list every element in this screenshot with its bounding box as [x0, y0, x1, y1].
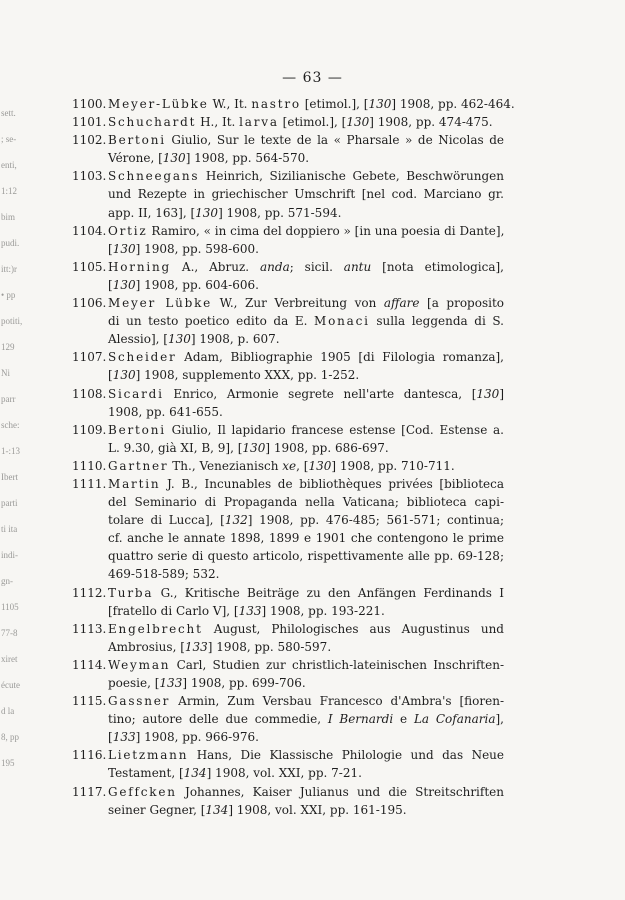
author-name: Weyman: [108, 657, 171, 672]
entry-text: ] 1908, p. 607.: [190, 332, 280, 347]
italic-text: antu: [343, 259, 372, 274]
entry-text: Enrico, Armonie segrete nell'arte dantesca, [: [163, 386, 477, 401]
bibliography-entry: [72, 692, 504, 746]
author-name: Turba: [108, 585, 154, 600]
italic-text: 130: [112, 241, 136, 256]
author-name: Martin: [108, 476, 161, 491]
entry-number: 1107.: [72, 350, 107, 365]
bibliography-entry: [72, 131, 504, 167]
margin-fragment: sche:: [1, 420, 20, 430]
entry-text: Ambrosius, [: [108, 639, 185, 654]
entry-text: ] 1908, pp. 699-706.: [182, 676, 306, 690]
author-name: Gartner: [108, 458, 169, 473]
entry-line: [108, 185, 504, 203]
entry-text: W., Zur Verbreitung von: [212, 296, 384, 311]
entry-line: [108, 584, 504, 602]
entry-number: 1111.: [72, 476, 107, 491]
entry-text: Carl, Studien zur christlich-lateinischen Inschriften-: [170, 657, 504, 672]
italic-text: 130: [167, 332, 191, 347]
entry-text: app. II, 163], [: [108, 205, 196, 220]
margin-fragment: 8, pp: [1, 732, 19, 742]
entry-text: Alessio], [: [108, 332, 168, 347]
entry-text: [: [108, 730, 113, 745]
entry-text: 1908, pp. 641-655.: [108, 404, 223, 419]
entry-line: [108, 511, 504, 529]
entry-line: [108, 95, 515, 113]
entry-line: [108, 167, 504, 185]
entry-text: Ramiro, « in cima del doppiero » [in una poesia di Dante],: [147, 223, 505, 238]
bibliography-entry: [72, 348, 504, 384]
margin-fragment: 129: [1, 342, 15, 352]
author-name: Scheider: [108, 350, 177, 365]
entry-text: ] 1908, pp. 462-464.: [391, 97, 515, 111]
entry-number: 1105.: [72, 259, 107, 274]
entry-number: 1109.: [72, 422, 107, 437]
bibliography-entry: [72, 167, 504, 221]
entry-text: Vérone, [: [108, 151, 163, 166]
entry-text: W., It.: [208, 97, 252, 111]
italic-text: 133: [159, 676, 183, 690]
italic-text: 130: [308, 458, 332, 473]
italic-text: La Cofanaria: [413, 712, 496, 727]
author-name: Meyer Lübke: [108, 296, 213, 311]
entry-number: 1106.: [72, 296, 107, 311]
italic-text: 130: [346, 115, 370, 130]
bibliography-entry: [72, 294, 504, 348]
entry-text: [: [108, 368, 113, 383]
entry-text: [: [108, 241, 113, 256]
author-name: Lietzmann: [108, 748, 189, 763]
entry-line: [108, 385, 504, 403]
margin-fragment: ti ita: [1, 524, 18, 534]
entry-text: ] 1908, pp. 571-594.: [218, 205, 342, 220]
italic-text: xe: [282, 458, 297, 473]
entry-text: ]: [499, 386, 504, 401]
entry-line: [108, 421, 504, 439]
italic-text: 133: [238, 603, 262, 618]
entry-text: Giulio, Il lapidario francese estense [Cod. Estense a.: [165, 422, 504, 437]
entry-line: [108, 204, 504, 222]
author-name: Ortiz: [108, 223, 148, 238]
entry-line: [108, 222, 504, 240]
italic-text: anda: [260, 259, 290, 274]
entry-line: [108, 258, 504, 276]
entry-line: [108, 475, 504, 493]
entry-text: Heinrich, Sizilianische Gebete, Beschwörungen: [199, 169, 504, 184]
entry-line: [108, 783, 504, 801]
entry-text: Th., Venezianisch: [168, 458, 283, 473]
entry-text: , [: [296, 458, 309, 473]
entry-number: 1115.: [72, 694, 107, 709]
margin-fragment: Ni: [1, 368, 10, 378]
margin-fragment: 1-:13: [1, 446, 20, 456]
italic-text: I Bernardi: [327, 712, 394, 727]
entry-text: Johannes, Kaiser Julianus und die Streitschriften: [176, 784, 504, 799]
entry-number: 1114.: [72, 657, 107, 672]
entry-text: Hans, Die Klassische Philologie und das Neue: [188, 748, 504, 763]
entry-line: [108, 746, 504, 764]
italic-text: 134: [183, 766, 207, 781]
margin-fragment: xiret: [1, 654, 18, 664]
entry-text: [etimol.], [: [300, 97, 369, 111]
entry-line: [108, 366, 504, 384]
entry-line: [108, 312, 504, 330]
entry-number: 1104.: [72, 223, 107, 238]
bibliography-entry: [72, 385, 504, 421]
margin-fragment: bim: [1, 212, 16, 222]
entry-text: e: [393, 712, 414, 727]
italic-text: 130: [368, 97, 392, 111]
italic-text: 133: [184, 639, 208, 654]
entry-text: Armin, Zum Versbau Francesco d'Ambra's [fioren-: [170, 694, 504, 709]
entry-line: [108, 728, 504, 746]
bibliography-entry: [72, 113, 504, 131]
author-name: Sicardi: [108, 386, 164, 401]
entry-text: Giulio, Sur le texte de la « Pharsale » de Nicolas de: [165, 133, 504, 148]
entry-text: und Rezepte in griechischer Umschrift [nel cod. Marciano gr.: [108, 187, 504, 202]
entry-text: cf. anche le annate 1898, 1899 e 1901 che contengono le prime: [108, 531, 504, 546]
entry-text: Adam, Bibliographie 1905 [di Filologia romanza],: [176, 350, 504, 365]
entry-number: 1100.: [72, 97, 107, 111]
entry-text: ] 1908, vol. XXI, pp. 7-21.: [206, 766, 362, 781]
entry-number: 1116.: [72, 748, 107, 763]
margin-fragment: parti: [1, 498, 18, 508]
entry-line: [108, 638, 504, 656]
author-name: Schneegans: [108, 169, 200, 184]
entry-text: ] 1908, pp. 476-485; 561-571; continua;: [247, 513, 504, 528]
entry-line: [108, 149, 504, 167]
entry-line: [108, 674, 504, 692]
entry-text: [nota etimologica],: [371, 259, 504, 274]
entry-line: [108, 439, 504, 457]
margin-fragment: ; se-: [1, 134, 17, 144]
margin-fragment: 195: [1, 758, 15, 768]
italic-text: 133: [112, 730, 136, 745]
author-name: larva: [239, 115, 279, 130]
entry-text: [fratello di Carlo V], [: [108, 603, 239, 618]
entry-line: [108, 348, 504, 366]
entry-text: ] 1908, pp. 966-976.: [135, 730, 259, 745]
margin-fragment: indi-: [1, 550, 18, 560]
entry-text: di un testo poetico edito da E.: [108, 314, 315, 329]
entry-line: [108, 403, 504, 421]
entry-text: L. 9.30, già XI, B, 9], [: [108, 440, 243, 455]
author-name: Gassner: [108, 694, 171, 709]
margin-fragment: 1:12: [1, 186, 18, 196]
entry-text: ],: [495, 712, 504, 727]
bibliography-entry: [72, 620, 504, 656]
entry-text: [etimol.], [: [278, 115, 347, 130]
margin-fragment: • pp: [1, 290, 16, 300]
margin-fragment: d la: [1, 706, 15, 716]
margin-fragment: parr: [1, 394, 16, 404]
bibliography-entry: [72, 656, 504, 692]
entry-line: [108, 764, 504, 782]
entry-text: August, Philologisches aus Augustinus und: [202, 621, 504, 636]
entry-text: poesie, [: [108, 676, 160, 690]
entry-text: ] 1908, vol. XXI, pp. 161-195.: [228, 802, 407, 817]
entry-text: ] 1908, pp. 580-597.: [207, 639, 332, 654]
entry-number: 1108.: [72, 386, 107, 401]
entry-number: 1112.: [72, 585, 107, 600]
entry-text: ] 1908, supplemento XXX, pp. 1-252.: [135, 368, 360, 383]
bibliography-entry: [72, 584, 504, 620]
entry-text: sulla leggenda di S.: [369, 314, 504, 329]
entry-line: [108, 276, 504, 294]
italic-text: 130: [112, 277, 136, 292]
entry-line: [108, 240, 504, 258]
author-name: Engelbrecht: [108, 621, 203, 636]
author-name: Bertoni: [108, 133, 166, 148]
margin-fragment: sett.: [1, 108, 16, 118]
author-name: Horning: [108, 259, 172, 274]
entry-line: [108, 602, 504, 620]
entry-text: J. B., Incunables de bibliothèques privées [biblioteca: [160, 476, 504, 491]
bibliography-entry: [72, 95, 515, 113]
entry-line: [108, 131, 504, 149]
entry-line: [108, 529, 504, 547]
entry-number: 1102.: [72, 133, 107, 148]
margin-fragment: écute: [1, 680, 20, 690]
bibliography-entry: [72, 222, 504, 258]
bibliography-entry: [72, 475, 504, 584]
entry-text: Testament, [: [108, 766, 184, 781]
italic-text: 130: [195, 205, 219, 220]
entry-line: [108, 801, 504, 819]
entry-text: ] 1908, pp. 598-600.: [135, 241, 259, 256]
author-name: Geffcken: [108, 784, 177, 799]
author-name: nastro: [251, 97, 301, 111]
italic-text: 130: [162, 151, 186, 166]
margin-fragment: 77-8: [1, 628, 18, 638]
entry-line: [108, 692, 504, 710]
entry-text: tino; autore delle due commedie,: [108, 712, 328, 727]
bibliography-entry: [72, 258, 504, 294]
margin-fragment: potiti,: [1, 316, 23, 326]
entry-text: A., Abruz.: [171, 259, 260, 274]
margin-fragment: Ibert: [1, 472, 18, 482]
bibliography-entry: [72, 783, 504, 819]
margin-fragment: itt:)r: [1, 264, 17, 274]
entry-line: [108, 330, 504, 348]
entry-line: [108, 565, 504, 583]
author-name: Meyer-Lübke: [108, 97, 209, 111]
entry-text: del Seminario di Propaganda nella Vaticana; biblioteca capi-: [108, 495, 504, 510]
margin-fragment: pudi.: [1, 238, 20, 248]
entry-text: ] 1908, pp. 686-697.: [265, 440, 389, 455]
italic-text: 130: [476, 386, 500, 401]
entry-number: 1101.: [72, 115, 107, 130]
bibliography-entry: [72, 746, 504, 782]
entry-text: ] 1908, pp. 564-570.: [185, 151, 310, 166]
italic-text: 134: [205, 802, 229, 817]
entry-number: 1103.: [72, 169, 107, 184]
entry-text: 469-518-589; 532.: [108, 567, 220, 582]
entry-text: ] 1908, pp. 474-475.: [369, 115, 493, 130]
entry-number: 1110.: [72, 458, 107, 473]
margin-fragment: 1105: [1, 602, 19, 612]
entry-line: [108, 710, 504, 728]
page-number: — 63 —: [282, 70, 343, 86]
entry-number: 1113.: [72, 621, 107, 636]
entry-text: tolare di Lucca], [: [108, 513, 225, 528]
entry-line: [108, 294, 504, 312]
italic-text: 132: [224, 513, 248, 528]
bibliography-entry: [72, 421, 504, 457]
entry-text: ; sicil.: [289, 259, 344, 274]
entry-text: ] 1908, pp. 193-221.: [261, 603, 385, 618]
entry-text: [: [108, 277, 113, 292]
left-margin-bleed-through: [0, 0, 42, 900]
entry-line: [108, 113, 504, 131]
author-name: Schuchardt: [108, 115, 197, 130]
entry-text: ] 1908, pp. 710-711.: [331, 458, 455, 473]
entry-text: G., Kritische Beiträge zu den Anfängen Ferdinands I: [153, 585, 504, 600]
italic-text: 130: [112, 368, 136, 383]
author-name: Bertoni: [108, 422, 166, 437]
entry-line: [108, 620, 504, 638]
entry-line: [108, 656, 504, 674]
bibliography-entry: [72, 457, 504, 475]
margin-fragment: enti,: [1, 160, 17, 170]
entry-line: [108, 457, 504, 475]
entry-number: 1117.: [72, 784, 107, 799]
italic-text: affare: [383, 296, 420, 311]
entry-text: seiner Gegner, [: [108, 802, 206, 817]
author-name: Monaci: [314, 314, 370, 329]
entry-text: ] 1908, pp. 604-606.: [135, 277, 259, 292]
entry-text: H., It.: [196, 115, 240, 130]
bibliography-list: [72, 95, 515, 819]
entry-line: [108, 547, 504, 565]
entry-line: [108, 493, 504, 511]
entry-text: [a proposito: [419, 296, 504, 311]
italic-text: 130: [242, 440, 266, 455]
margin-fragment: gn-: [1, 576, 13, 586]
entry-text: quattro serie di questo articolo, rispettivamente alle pp. 69-128;: [108, 549, 504, 564]
